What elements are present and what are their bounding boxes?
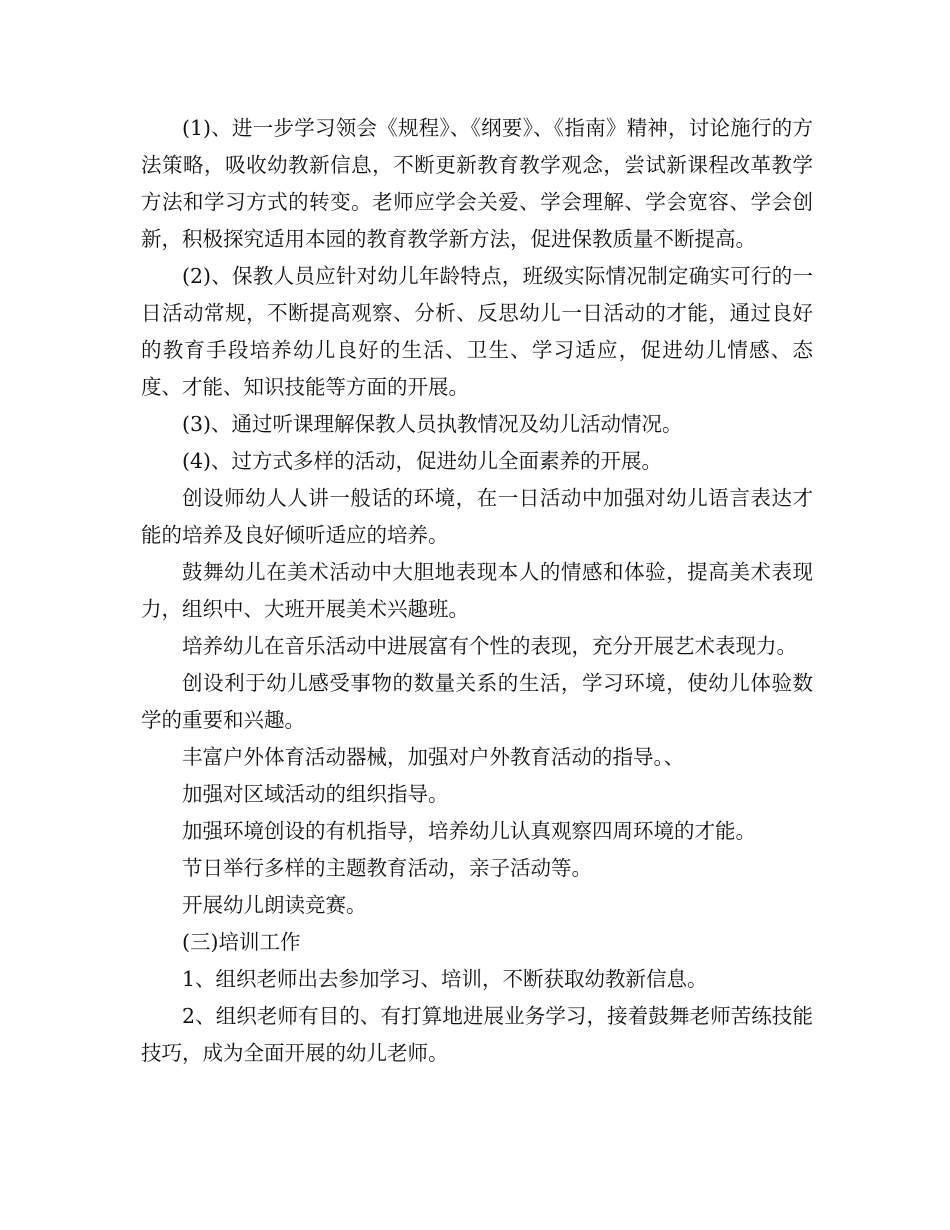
paragraph-6: 鼓舞幼儿在美术活动中大胆地表现本人的情感和体验，提高美术表现力，组织中、大班开展美术兴趣班。 xyxy=(141,560,813,621)
paragraph-3: (3)、通过听课理解保教人员执教情况及幼儿活动情况。 xyxy=(182,412,683,436)
document-body xyxy=(141,110,813,1072)
paragraph-13: 开展幼儿朗读竞赛。 xyxy=(182,893,367,917)
paragraph-16: 2、组织老师有目的、有打算地进展业务学习，接着鼓舞老师苦练技能技巧，成为全面开展的幼儿老师。 xyxy=(141,1004,813,1065)
paragraph-9: 丰富户外体育活动器械，加强对户外教育活动的指导。、 xyxy=(182,745,685,769)
paragraph-10: 加强对区域活动的组织指导。 xyxy=(182,782,449,806)
paragraph-1: (1)、进一步学习领会《规程》、《纲要》、《指南》精神，讨论施行的方法策略，吸收幼教新信息，不断更新教育教学观念，尝试新课程改革教学方法和学习方式的转变。老师应学会关爱、学会理解、学会宽容、学会创新，积极探究适用本园的教育教学新方法，促进保教质量不断提高。 xyxy=(141,116,813,251)
paragraph-15: 1、组织老师出去参加学习、培训，不断获取幼教新信息。 xyxy=(182,967,708,991)
paragraph-5: 创设师幼人人讲一般话的环境，在一日活动中加强对幼儿语言表达才能的培养及良好倾听适应的培养。 xyxy=(141,486,813,547)
paragraph-8: 创设利于幼儿感受事物的数量关系的生活，学习环境，使幼儿体验数学的重要和兴趣。 xyxy=(141,671,813,732)
paragraph-2: (2)、保教人员应针对幼儿年龄特点，班级实际情况制定确实可行的一日活动常规，不断提高观察、分析、反思幼儿一日活动的才能，通过良好的教育手段培养幼儿良好的生活、卫生、学习适应，促进幼儿情感、态度、才能、知识技能等方面的开展。 xyxy=(141,264,813,399)
paragraph-12: 节日举行多样的主题教育活动，亲子活动等。 xyxy=(182,856,592,880)
paragraph-4: (4)、过方式多样的活动，促进幼儿全面素养的开展。 xyxy=(182,449,663,473)
section-heading-training: (三)培训工作 xyxy=(182,930,301,954)
paragraph-11: 加强环境创设的有机指导，培养幼儿认真观察四周环境的才能。 xyxy=(182,819,756,843)
paragraph-7: 培养幼儿在音乐活动中进展富有个性的表现，充分开展艺术表现力。 xyxy=(182,634,797,658)
